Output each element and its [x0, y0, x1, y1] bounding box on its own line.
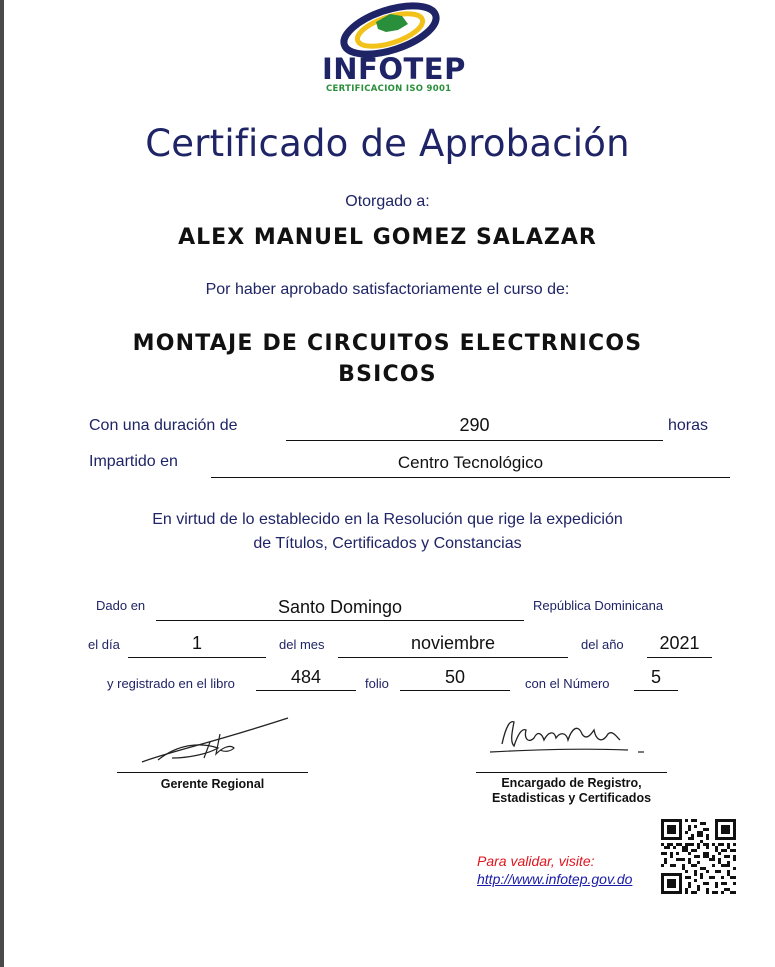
day-underline — [128, 657, 266, 658]
recipient-name: ALEX MANUEL GOMEZ SALAZAR — [178, 225, 597, 250]
reason-text: Por haber aprobado satisfactoriamente el curso de: — [205, 281, 570, 298]
validation-label: Para validar, visite: — [477, 853, 595, 869]
duration-label: Con una duración de — [89, 417, 238, 434]
left-signature — [138, 714, 298, 770]
folio-underline — [400, 690, 510, 691]
number-label: con el Número — [525, 676, 610, 691]
duration-underline — [286, 440, 663, 441]
folio-value: 50 — [444, 667, 466, 687]
course-name-line2: BSICOS — [338, 362, 437, 387]
book-underline — [256, 690, 356, 691]
duration-value: 290 — [459, 415, 490, 435]
certificate-title: Certificado de Aprobación — [145, 122, 630, 165]
course-name-line1: MONTAJE DE CIRCUITOS ELECTRNICOS — [132, 331, 643, 356]
left-signature-line — [117, 772, 308, 773]
month-label: del mes — [279, 637, 325, 652]
infotep-logo — [318, 2, 466, 98]
right-signer-title-line2: Estadisticas y Certificados — [491, 791, 652, 805]
left-signer-title: Gerente Regional — [160, 777, 265, 791]
taught-label: Impartido en — [89, 453, 178, 470]
right-signature-line — [476, 772, 667, 773]
logo-tagline: CERTIFICACION ISO 9001 — [326, 84, 452, 94]
folio-label: folio — [365, 676, 389, 691]
day-value: 1 — [191, 633, 202, 653]
month-underline — [338, 657, 568, 658]
city-underline — [156, 620, 524, 621]
year-label: del año — [581, 637, 624, 652]
day-label: el día — [88, 637, 120, 652]
taught-value: Centro Tecnológico — [397, 453, 544, 472]
year-value: 2021 — [659, 633, 700, 653]
taught-underline — [211, 477, 730, 478]
hours-label: horas — [668, 417, 709, 434]
number-underline — [634, 690, 678, 691]
right-signer-title-line1: Encargado de Registro, — [501, 776, 642, 790]
right-signature — [488, 714, 658, 762]
number-value: 5 — [650, 667, 661, 687]
qr-code — [661, 819, 736, 894]
book-value: 484 — [290, 667, 322, 687]
month-value: noviembre — [410, 633, 496, 653]
logo-brand: INFOTEP — [322, 52, 466, 86]
book-label: y registrado en el libro — [107, 676, 235, 691]
given-label: Dado en — [96, 598, 146, 613]
country-text: República Dominicana — [533, 598, 664, 613]
validation-link[interactable]: http://www.infotep.gov.do — [477, 871, 633, 887]
city-value: Santo Domingo — [277, 597, 403, 617]
resolution-line1: En virtud de lo establecido en la Resolución que rige la expedición — [152, 511, 623, 528]
year-underline — [647, 657, 712, 658]
resolution-line2: de Títulos, Certificados y Constancias — [253, 535, 522, 552]
awarded-label: Otorgado a: — [345, 193, 430, 210]
